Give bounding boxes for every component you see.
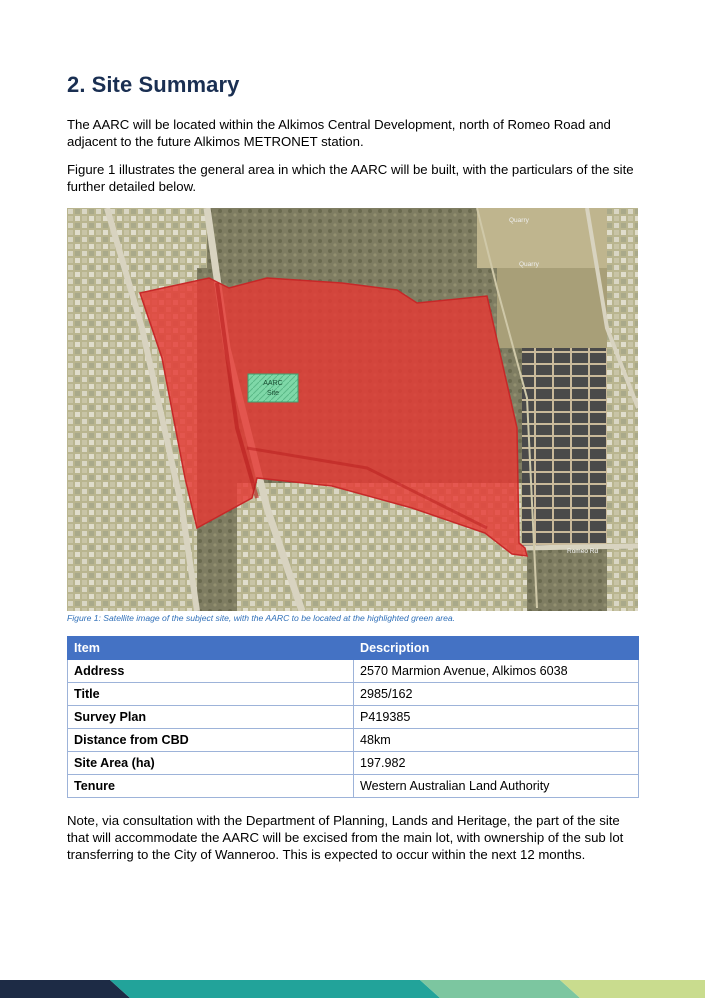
- map-label-quarry-2: Quarry: [519, 261, 539, 268]
- table-cell-value: 2570 Marmion Avenue, Alkimos 6038: [354, 660, 639, 683]
- table-cell-value: 48km: [354, 729, 639, 752]
- satellite-map: [67, 208, 638, 611]
- table-row: [68, 729, 639, 752]
- map-farmland: [522, 348, 617, 548]
- table-cell-value: Western Australian Land Authority: [354, 775, 639, 798]
- map-label-romeo-rd: Romeo Rd: [567, 548, 599, 555]
- table-cell-value: P419385: [354, 706, 639, 729]
- map-label-quarry-1: Quarry: [509, 217, 529, 224]
- footer-band: [0, 980, 705, 998]
- figure-caption: Figure 1: Satellite image of the subject site, with the AARC to be located at the highlighted green area.: [67, 613, 456, 623]
- table-cell-item: Address: [68, 660, 354, 683]
- table-row: [68, 706, 639, 729]
- intro-paragraph-2: Figure 1 illustrates the general area in which the AARC will be built, with the particulars of the site further detailed below.: [67, 162, 634, 194]
- table-cell-item: Site Area (ha): [68, 752, 354, 775]
- section-heading: [67, 72, 240, 98]
- table-header-row: [68, 637, 639, 660]
- table-cell-item: Distance from CBD: [68, 729, 354, 752]
- site-summary-table: [67, 636, 639, 798]
- table-header-description: Description: [354, 637, 639, 660]
- table-cell-item: Survey Plan: [68, 706, 354, 729]
- aarc-site-area: [248, 374, 298, 402]
- intro-paragraph-1: The AARC will be located within the Alkimos Central Development, north of Romeo Road and adjacent to the future Alkimos METRONET station.: [67, 117, 611, 149]
- table-row: [68, 752, 639, 775]
- table-row: [68, 775, 639, 798]
- section-title: Site Summary: [91, 72, 240, 97]
- table-row: [68, 660, 639, 683]
- table-cell-item: Title: [68, 683, 354, 706]
- table-row: [68, 683, 639, 706]
- aarc-site-label-line1: AARC: [263, 380, 283, 387]
- table-cell-value: 2985/162: [354, 683, 639, 706]
- note-paragraph: Note, via consultation with the Department of Planning, Lands and Heritage, the part of the site that will accommodate the AARC will be excised from the main lot, with ownership of the sub lot transferring to the City of Wanneroo. This is expected to occur within the next 12 months.: [67, 813, 624, 862]
- table-header-item: Item: [68, 637, 354, 660]
- aarc-site-label-line2: Site: [266, 390, 280, 397]
- section-number: 2.: [67, 72, 86, 97]
- table-cell-value: 197.982: [354, 752, 639, 775]
- table-cell-item: Tenure: [68, 775, 354, 798]
